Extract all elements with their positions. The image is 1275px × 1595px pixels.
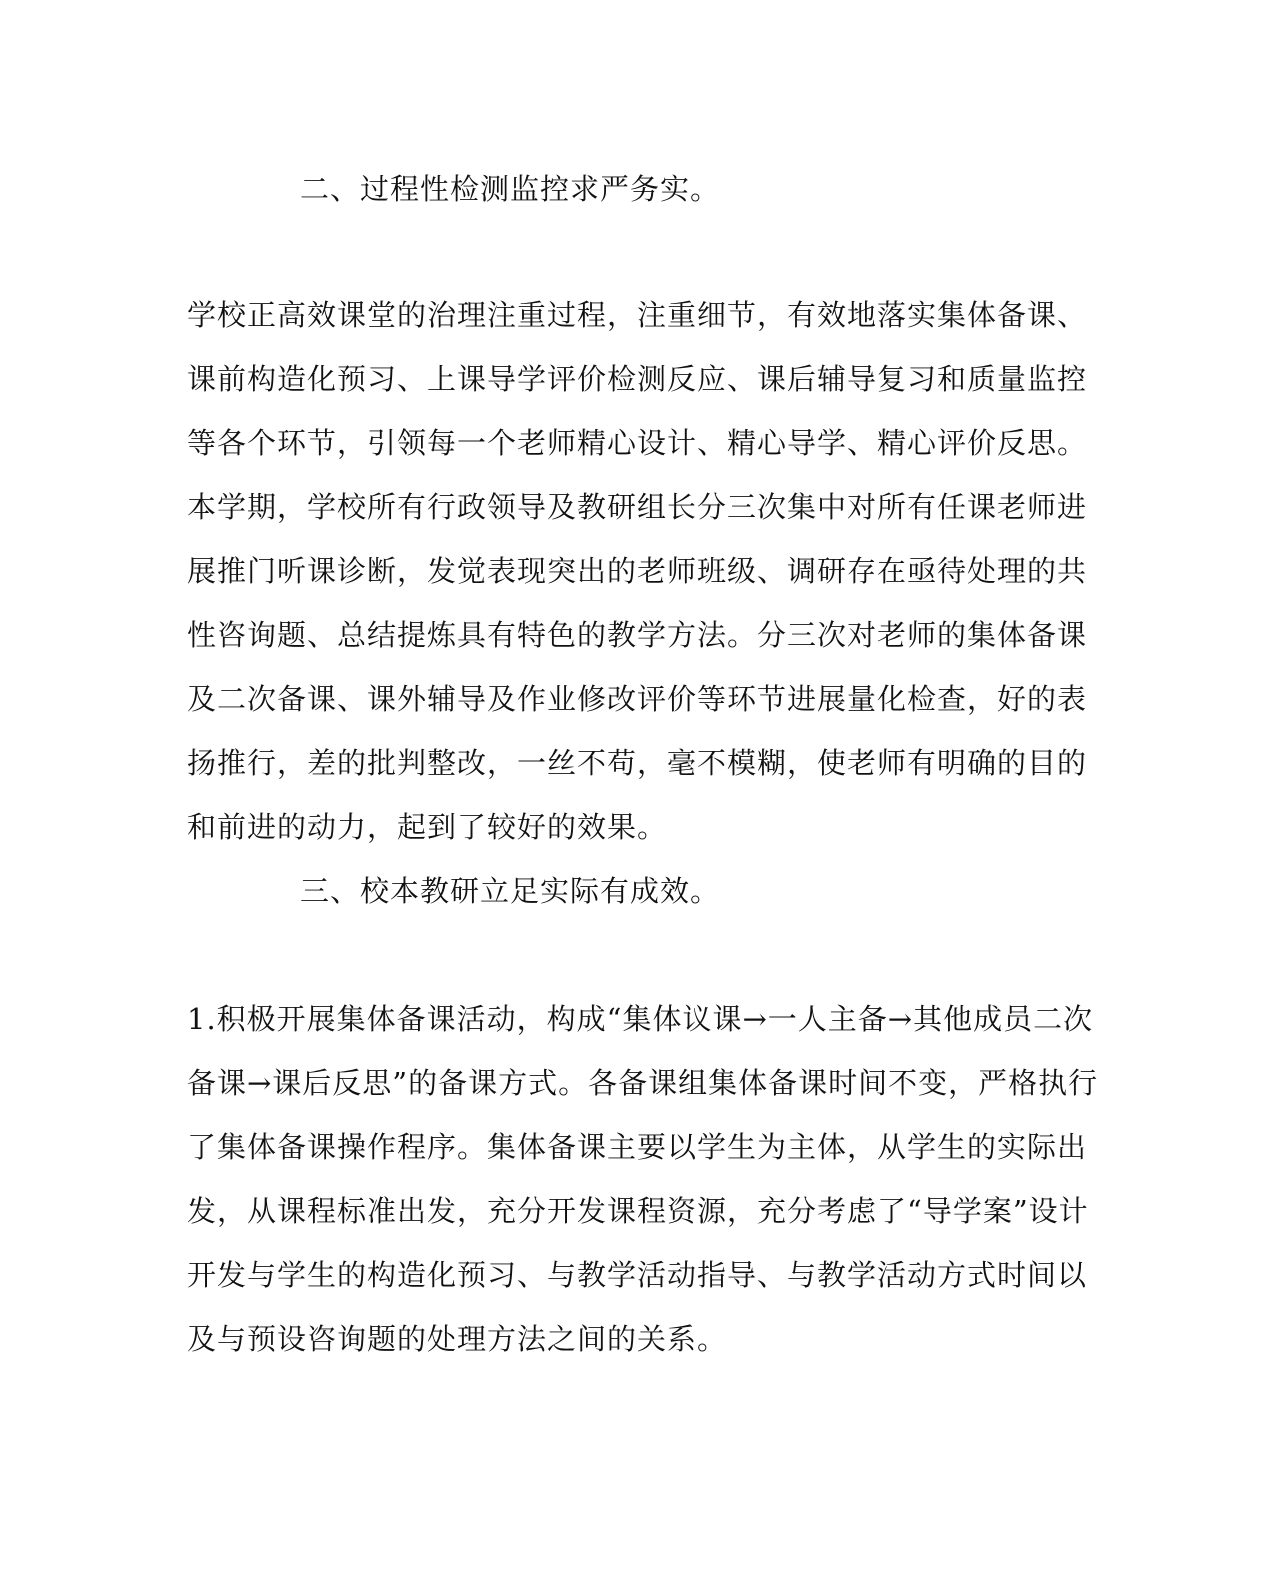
paragraph-line: 等各个环节，引领每一个老师精心设计、精心导学、精心评价反思。: [187, 426, 1088, 460]
paragraph-line: 备课→课后反思”的备课方式。各备课组集体备课时间不变，严格执行: [187, 1066, 1099, 1100]
paragraph-line: 了集体备课操作程序。集体备课主要以学生为主体，从学生的实际出: [187, 1130, 1088, 1164]
paragraph-line: 性咨询题、总结提炼具有特色的教学方法。分三次对老师的集体备课: [187, 618, 1088, 652]
paragraph-line: 扬推行，差的批判整改，一丝不苟，毫不模糊，使老师有明确的目的: [187, 746, 1088, 780]
paragraph-line: 发，从课程标准出发，充分开发课程资源，充分考虑了“导学案”设计: [187, 1194, 1089, 1228]
paragraph-line: 及与预设咨询题的处理方法之间的关系。: [187, 1322, 728, 1356]
paragraph-line: 开发与学生的构造化预习、与教学活动指导、与教学活动方式时间以: [187, 1258, 1088, 1292]
paragraph-line: 本学期，学校所有行政领导及教研组长分三次集中对所有任课老师进: [187, 490, 1088, 524]
paragraph-line: 及二次备课、课外辅导及作业修改评价等环节进展量化检查，好的表: [187, 682, 1088, 716]
paragraph-line: 1.积极开展集体备课活动，构成“集体议课→一人主备→其他成员二次: [187, 1002, 1094, 1036]
section-heading-3: 三、校本教研立足实际有成效。: [300, 874, 721, 908]
paragraph-line: 展推门听课诊断，发觉表现突出的老师班级、调研存在亟待处理的共: [187, 554, 1088, 588]
paragraph-line: 学校正高效课堂的治理注重过程，注重细节，有效地落实集体备课、: [187, 298, 1088, 332]
section-heading-2: 二、过程性检测监控求严务实。: [300, 172, 721, 206]
paragraph-line: 和前进的动力，起到了较好的效果。: [187, 810, 668, 844]
paragraph-line: 课前构造化预习、上课导学评价检测反应、课后辅导复习和质量监控: [187, 362, 1088, 396]
